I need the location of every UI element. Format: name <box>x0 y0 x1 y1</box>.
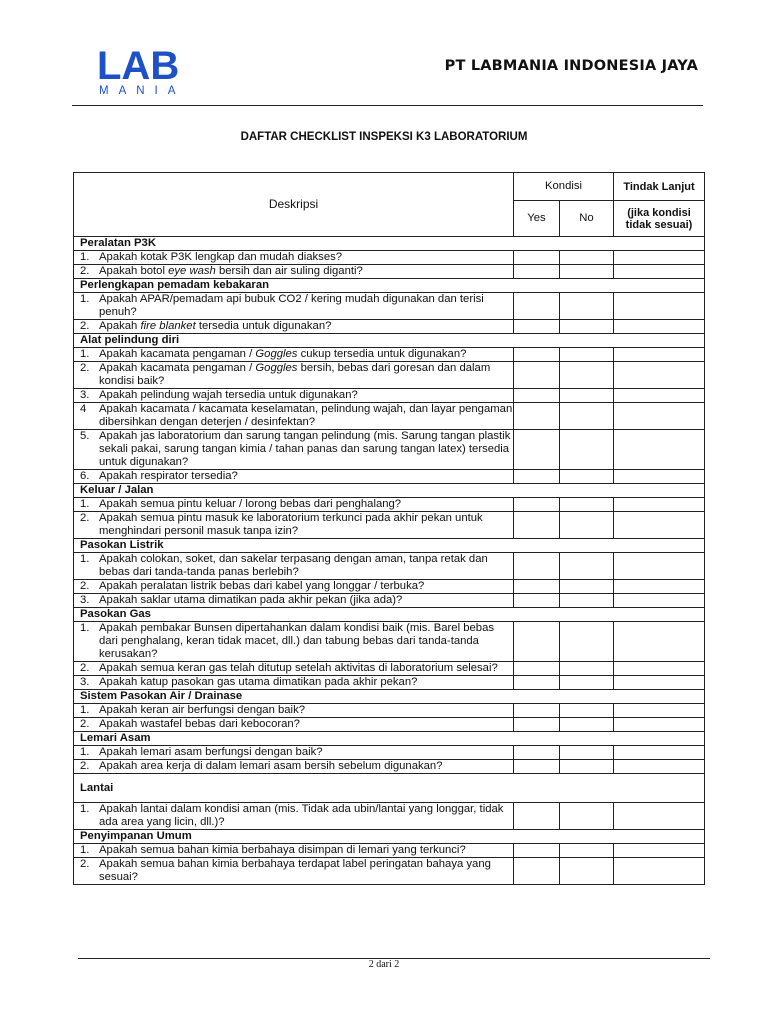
item-text: Apakah <box>99 320 141 332</box>
yes-cell[interactable] <box>514 320 560 334</box>
section-title: Peralatan P3K <box>74 237 705 251</box>
item-description <box>74 512 514 539</box>
item-description <box>74 362 514 389</box>
item-text: Apakah peralatan listrik bebas dari kabel yang longgar / terbuka? <box>99 580 425 592</box>
checklist-item-row <box>74 704 705 718</box>
tindak-lanjut-cell[interactable] <box>614 622 705 662</box>
item-number: 2. <box>80 362 90 374</box>
item-number: 1. <box>80 803 90 815</box>
section-title: Perlengkapan pemadam kebakaran <box>74 279 705 293</box>
item-text: Apakah semua keran gas telah ditutup setelah aktivitas di laboratorium selesai? <box>99 662 498 674</box>
item-description <box>74 662 514 676</box>
item-number: 3. <box>80 389 90 401</box>
tindak-lanjut-cell[interactable] <box>614 348 705 362</box>
section-row <box>74 334 705 348</box>
yes-cell[interactable] <box>514 251 560 265</box>
yes-cell[interactable] <box>514 803 560 830</box>
yes-cell[interactable] <box>514 676 560 690</box>
checklist-item-row <box>74 803 705 830</box>
item-text: Apakah lemari asam berfungsi dengan baik? <box>99 746 323 758</box>
tindak-lanjut-cell[interactable] <box>614 293 705 320</box>
item-description <box>74 293 514 320</box>
section-title: Pasokan Gas <box>74 608 705 622</box>
no-cell[interactable] <box>560 594 614 608</box>
item-text: Apakah jas laboratorium dan sarung tangan pelindung (mis. Sarung tangan plastik sekali pakai, sarung tangan kimia / tahan panas dan sarung tangan latex) tersedia untuk digunakan? <box>99 430 511 468</box>
tindak-lanjut-cell[interactable] <box>614 265 705 279</box>
item-number: 4 <box>80 403 87 415</box>
no-cell[interactable] <box>560 265 614 279</box>
checklist-item-row <box>74 430 705 470</box>
section-title: Pasokan Listrik <box>74 539 705 553</box>
item-description <box>74 746 514 760</box>
yes-cell[interactable] <box>514 553 560 580</box>
section-row <box>74 279 705 293</box>
tindak-lanjut-cell[interactable] <box>614 662 705 676</box>
yes-cell[interactable] <box>514 265 560 279</box>
checklist-item-row <box>74 498 705 512</box>
yes-cell[interactable] <box>514 746 560 760</box>
section-row <box>74 774 705 803</box>
header-kondisi: Kondisi <box>514 173 614 201</box>
header-divider <box>72 105 703 106</box>
yes-cell[interactable] <box>514 348 560 362</box>
checklist-item-row <box>74 622 705 662</box>
item-text: Apakah semua bahan kimia berbahaya terdapat label peringatan bahaya yang sesuai? <box>99 858 491 883</box>
checklist-body <box>74 237 705 885</box>
company-name: PT LABMANIA INDONESIA JAYA <box>444 58 698 74</box>
yes-cell[interactable] <box>514 858 560 885</box>
checklist-item-row <box>74 512 705 539</box>
item-number: 1. <box>80 498 90 510</box>
tindak-lanjut-cell[interactable] <box>614 760 705 774</box>
tindak-lanjut-cell[interactable] <box>614 553 705 580</box>
header-tindak-lanjut: Tindak Lanjut <box>614 173 705 201</box>
header-jika-kondisi: (jika kondisi tidak sesuai) <box>614 201 705 237</box>
item-description <box>74 858 514 885</box>
no-cell[interactable] <box>560 746 614 760</box>
yes-cell[interactable] <box>514 389 560 403</box>
item-text: Apakah APAR/pemadam api bubuk CO2 / kering mudah digunakan dan terisi penuh? <box>99 293 484 318</box>
item-text: Apakah saklar utama dimatikan pada akhir pekan (jika ada)? <box>99 594 403 606</box>
item-number: 1. <box>80 622 90 634</box>
item-description <box>74 403 514 430</box>
section-title: Sistem Pasokan Air / Drainase <box>74 690 705 704</box>
item-text: Apakah keran air berfungsi dengan baik? <box>99 704 305 716</box>
section-row <box>74 690 705 704</box>
checklist-item-row <box>74 320 705 334</box>
checklist-item-row <box>74 662 705 676</box>
yes-cell[interactable] <box>514 718 560 732</box>
item-number: 2. <box>80 265 90 277</box>
yes-cell[interactable] <box>514 580 560 594</box>
item-text-italic: eye wash <box>168 265 216 277</box>
yes-cell[interactable] <box>514 512 560 539</box>
no-cell[interactable] <box>560 676 614 690</box>
item-text: Apakah respirator tersedia? <box>99 470 238 482</box>
no-cell[interactable] <box>560 389 614 403</box>
tindak-lanjut-cell[interactable] <box>614 389 705 403</box>
item-number: 5. <box>80 430 90 442</box>
yes-cell[interactable] <box>514 704 560 718</box>
no-cell[interactable] <box>560 293 614 320</box>
item-number: 2. <box>80 718 90 730</box>
no-cell[interactable] <box>560 362 614 389</box>
item-text: cukup tersedia untuk digunakan? <box>297 348 467 360</box>
checklist-item-row <box>74 251 705 265</box>
item-number: 1. <box>80 746 90 758</box>
tindak-lanjut-cell[interactable] <box>614 320 705 334</box>
section-title: Lemari Asam <box>74 732 705 746</box>
checklist-item-row <box>74 746 705 760</box>
section-row <box>74 237 705 251</box>
item-number: 2. <box>80 512 90 524</box>
section-row <box>74 830 705 844</box>
section-title: Alat pelindung diri <box>74 334 705 348</box>
checklist-item-row <box>74 293 705 320</box>
yes-cell[interactable] <box>514 622 560 662</box>
no-cell[interactable] <box>560 718 614 732</box>
no-cell[interactable] <box>560 498 614 512</box>
item-number: 3. <box>80 594 90 606</box>
tindak-lanjut-cell[interactable] <box>614 676 705 690</box>
no-cell[interactable] <box>560 858 614 885</box>
tindak-lanjut-cell[interactable] <box>614 512 705 539</box>
item-description <box>74 704 514 718</box>
no-cell[interactable] <box>560 553 614 580</box>
tindak-lanjut-cell[interactable] <box>614 718 705 732</box>
logo-text-mania: MANIA <box>99 85 186 96</box>
tindak-lanjut-cell[interactable] <box>614 251 705 265</box>
item-description <box>74 265 514 279</box>
document-title: DAFTAR CHECKLIST INSPEKSI K3 LABORATORIUM <box>240 131 528 143</box>
yes-cell[interactable] <box>514 662 560 676</box>
item-number: 1. <box>80 704 90 716</box>
item-text: Apakah lantai dalam kondisi aman (mis. Tidak ada ubin/lantai yang longgar, tidak ada area yang licin, dll.)? <box>99 803 504 828</box>
no-cell[interactable] <box>560 580 614 594</box>
no-cell[interactable] <box>560 622 614 662</box>
item-number: 1. <box>80 251 90 263</box>
item-description <box>74 803 514 830</box>
item-description <box>74 348 514 362</box>
item-number: 2. <box>80 580 90 592</box>
item-text: bersih, bebas dari goresan dan dalam kondisi baik? <box>99 362 491 387</box>
no-cell[interactable] <box>560 251 614 265</box>
section-row <box>74 539 705 553</box>
checklist-table <box>73 172 705 885</box>
no-cell[interactable] <box>560 470 614 484</box>
item-text: Apakah semua pintu masuk ke laboratorium terkunci pada akhir pekan untuk menghindari personil masuk tanpa izin? <box>99 512 483 537</box>
item-number: 3. <box>80 676 90 688</box>
labmania-logo <box>97 44 187 96</box>
tindak-lanjut-cell[interactable] <box>614 858 705 885</box>
item-text-italic: Goggles <box>255 348 298 360</box>
item-text: Apakah semua pintu keluar / lorong bebas dari penghalang? <box>99 498 402 510</box>
section-title: Keluar / Jalan <box>74 484 705 498</box>
item-text: Apakah pelindung wajah tersedia untuk digunakan? <box>99 389 358 401</box>
yes-cell[interactable] <box>514 362 560 389</box>
item-number: 1. <box>80 553 90 565</box>
item-description <box>74 470 514 484</box>
checklist-item-row <box>74 362 705 389</box>
tindak-lanjut-cell[interactable] <box>614 580 705 594</box>
yes-cell[interactable] <box>514 498 560 512</box>
section-title: Penyimpanan Umum <box>74 830 705 844</box>
item-text: Apakah kacamata pengaman / <box>99 362 256 374</box>
tindak-lanjut-cell[interactable] <box>614 803 705 830</box>
item-description <box>74 676 514 690</box>
item-text: tersedia untuk digunakan? <box>195 320 332 332</box>
no-cell[interactable] <box>560 704 614 718</box>
checklist-item-row <box>74 760 705 774</box>
item-text: Apakah area kerja di dalam lemari asam bersih sebelum digunakan? <box>99 760 443 772</box>
yes-cell[interactable] <box>514 594 560 608</box>
checklist-item-row <box>74 594 705 608</box>
item-text: Apakah katup pasokan gas utama dimatikan pada akhir pekan? <box>99 676 418 688</box>
section-row <box>74 608 705 622</box>
no-cell[interactable] <box>560 320 614 334</box>
item-number: 2. <box>80 320 90 332</box>
item-number: 1. <box>80 844 90 856</box>
checklist-item-row <box>74 470 705 484</box>
checklist-item-row <box>74 553 705 580</box>
no-cell[interactable] <box>560 803 614 830</box>
item-description <box>74 251 514 265</box>
item-number: 2. <box>80 858 90 870</box>
item-description <box>74 553 514 580</box>
item-number: 1. <box>80 293 90 305</box>
item-text: Apakah kacamata pengaman / <box>99 348 256 360</box>
tindak-lanjut-cell[interactable] <box>614 362 705 389</box>
item-description <box>74 320 514 334</box>
checklist-item-row <box>74 718 705 732</box>
checklist-item-row <box>74 389 705 403</box>
item-description <box>74 622 514 662</box>
tindak-lanjut-cell[interactable] <box>614 430 705 470</box>
logo-text-lab: LAB <box>97 44 180 88</box>
item-description <box>74 498 514 512</box>
checklist-item-row <box>74 580 705 594</box>
no-cell[interactable] <box>560 760 614 774</box>
item-text: Apakah pembakar Bunsen dipertahankan dalam kondisi baik (mis. Barel bebas dari penghalang, keran tidak macet, dll.) dan tabung bebas dari tanda-tanda kerusakan? <box>99 622 494 660</box>
item-text: Apakah botol <box>99 265 169 277</box>
no-cell[interactable] <box>560 430 614 470</box>
checklist-item-row <box>74 348 705 362</box>
yes-cell[interactable] <box>514 470 560 484</box>
item-description <box>74 844 514 858</box>
no-cell[interactable] <box>560 844 614 858</box>
item-number: 2. <box>80 662 90 674</box>
tindak-lanjut-cell[interactable] <box>614 403 705 430</box>
header-no: No <box>560 201 614 237</box>
item-text-italic: Goggles <box>255 362 298 374</box>
tindak-lanjut-cell[interactable] <box>614 704 705 718</box>
checklist-item-row <box>74 844 705 858</box>
item-number: 1. <box>80 348 90 360</box>
no-cell[interactable] <box>560 403 614 430</box>
item-text: Apakah kotak P3K lengkap dan mudah diakses? <box>99 251 343 263</box>
yes-cell[interactable] <box>514 760 560 774</box>
item-text-italic: fire blanket <box>140 320 196 332</box>
section-row <box>74 484 705 498</box>
checklist-item-row <box>74 676 705 690</box>
item-text: Apakah colokan, soket, dan sakelar terpasang dengan aman, tanpa retak dan bebas dari tanda-tanda panas berlebih? <box>99 553 488 578</box>
item-text: Apakah kacamata / kacamata keselamatan, pelindung wajah, dan layar pengaman dibersihkan dengan deterjen / desinfektan? <box>99 403 513 428</box>
no-cell[interactable] <box>560 512 614 539</box>
item-text: Apakah semua bahan kimia berbahaya disimpan di lemari yang terkunci? <box>99 844 466 856</box>
yes-cell[interactable] <box>514 430 560 470</box>
yes-cell[interactable] <box>514 844 560 858</box>
item-description <box>74 594 514 608</box>
item-description <box>74 718 514 732</box>
no-cell[interactable] <box>560 348 614 362</box>
yes-cell[interactable] <box>514 293 560 320</box>
header-yes: Yes <box>514 201 560 237</box>
section-row <box>74 732 705 746</box>
checklist-item-row <box>74 403 705 430</box>
item-description <box>74 430 514 470</box>
item-description <box>74 760 514 774</box>
page-number: 2 dari 2 <box>368 959 400 970</box>
header-deskripsi: Deskripsi <box>74 173 514 237</box>
no-cell[interactable] <box>560 662 614 676</box>
item-number: 6. <box>80 470 90 482</box>
yes-cell[interactable] <box>514 403 560 430</box>
item-number: 2. <box>80 760 90 772</box>
checklist-item-row <box>74 858 705 885</box>
tindak-lanjut-cell[interactable] <box>614 470 705 484</box>
section-title: Lantai <box>74 774 705 803</box>
tindak-lanjut-cell[interactable] <box>614 746 705 760</box>
item-description <box>74 389 514 403</box>
tindak-lanjut-cell[interactable] <box>614 844 705 858</box>
tindak-lanjut-cell[interactable] <box>614 594 705 608</box>
item-description <box>74 580 514 594</box>
item-text: bersih dan air suling diganti? <box>215 265 363 277</box>
item-text: Apakah wastafel bebas dari kebocoran? <box>99 718 300 730</box>
tindak-lanjut-cell[interactable] <box>614 498 705 512</box>
checklist-item-row <box>74 265 705 279</box>
